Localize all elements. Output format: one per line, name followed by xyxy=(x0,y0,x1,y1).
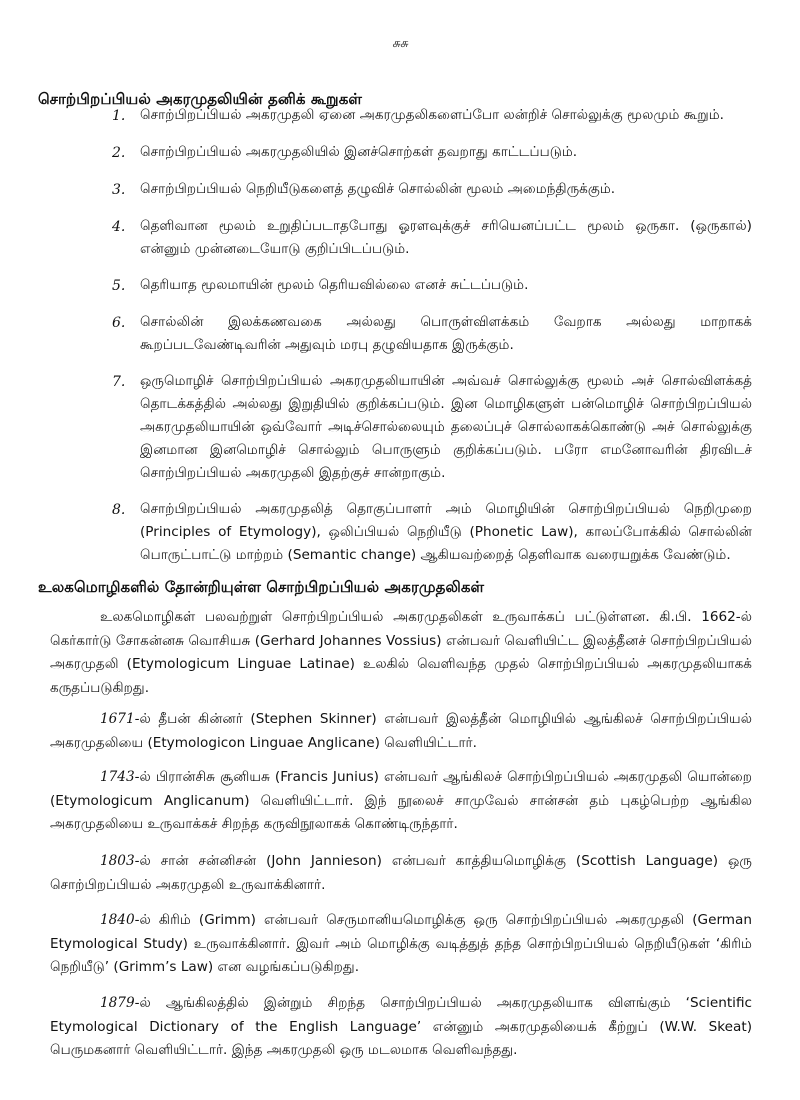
list-item-number: 3. xyxy=(112,182,126,198)
paragraph xyxy=(50,766,752,837)
paragraph-year: 1879 xyxy=(100,995,135,1011)
paragraph-text: -ல் பிரான்சிசு சூனியசு (Francis Junius) என்பவர் ஆங்கிலச் சொற்பிறப்பியல் அகரமுதலி யொன்றை (Etymologicum Anglicanum) வெளியிட்டார். இந் நூலைச் சாமுவேல் சான்சன் தம் புகழ்பெற்ற ஆங்கில அகரமுதலியை உருவாக்கச் சிறந்த கருவிநூலாகக் கொண்டிருந்தார். xyxy=(50,769,752,832)
list-item xyxy=(112,274,752,298)
paragraph-text: -ல் கிரிம் (Grimm) என்பவர் செருமானியமொழிக்கு ஒரு சொற்பிறப்பியல் அகரமுதலி (German Etymological Study) உருவாக்கினார். இவர் அம் மொழிக்கு வடித்துத் தந்த சொற்பிறப்பியல் நெறியீடுகள் ‘கிரிம் நெறியீடு’ (Grimm’s Law) என வழங்கப்படுகிறது. xyxy=(50,912,752,975)
paragraph-text: -ல் தீபன் கின்னர் (Stephen Skinner) என்பவர் இலத்தீன் மொழியில் ஆங்கிலச் சொற்பிறப்பியல் அகரமுதலியை (Etymologicon Linguae Anglicane) வெளியிட்டார். xyxy=(50,711,752,751)
paragraph-text: -ல் ஆங்கிலத்தில் இன்றும் சிறந்த சொற்பிறப்பியல் அகரமுதலியாக விளங்கும் ‘Scientific Etymological Dictionary of the English Language’ என்னும் அகரமுதலியைக் கீற்றுப் (W.W. Skeat) பெருமகனார் வெளியிட்டார். இந்த அகரமுதலி ஒரு மடலமாக வெளிவந்தது. xyxy=(50,995,752,1058)
list-item xyxy=(112,141,752,165)
paragraph-year: 1840 xyxy=(100,912,135,928)
list-item-number: 7. xyxy=(112,374,126,390)
list-item-text: தெளிவான மூலம் உறுதிப்படாதபோது ஓரளவுக்குச் சரியெனப்பட்ட மூலம் ஒருகா. (ஒருகால்) என்னும் முன்னடையோடு குறிப்பிடப்படும். xyxy=(140,218,752,257)
section-heading-features: சொற்பிறப்பியல் அகரமுதலியின் தனிக் கூறுகள் xyxy=(38,90,363,108)
list-item-text: சொற்பிறப்பியல் அகரமுதலி ஏனை அகரமுதலிகளைப்போ லன்றிச் சொல்லுக்கு மூலமும் கூறும். xyxy=(140,107,725,123)
paragraph xyxy=(50,909,752,980)
paragraph-text: -ல் சான் சன்னிசன் (John Jannieson) என்பவர் காத்தியமொழிக்கு (Scottish Language) ஒரு சொற்பிறப்பியல் அகரமுதலி உருவாக்கினார். xyxy=(50,853,752,893)
list-item xyxy=(112,104,752,128)
list-item-text: ஒருமொழிச் சொற்பிறப்பியல் அகரமுதலியாயின் அவ்வச் சொல்லுக்கு மூலம் அச் சொல்விளக்கத் தொடக்கத்தில் அல்லது இறுதியில் குறிக்கப்படும். இன மொழிகளுள் பன்மொழிச் சொற்பிறப்பியல் அகரமுதலியாயின் ஒவ்வோர் அடிச்சொல்லையும் தலைப்புச் சொல்லாகக்கொண்டு அச் சொல்லுக்கு இனமான இனமொழிச் சொல்லும் பொருளும் குறிக்கப்படும். பரோ எமனோவரின் திரவிடச் சொற்பிறப்பியல் அகரமுதலி இதற்குச் சான்றாகும். xyxy=(140,373,752,481)
list-item-number: 4. xyxy=(112,219,126,235)
list-item-number: 8. xyxy=(112,502,126,518)
list-item-number: 2. xyxy=(112,145,126,161)
list-item-text: சொற்பிறப்பியல் அகரமுதலித் தொகுப்பாளர் அம் மொழியின் சொற்பிறப்பியல் நெறிமுறை (Principles of Etymology), ஒலிப்பியல் நெறியீடு (Phonetic Law), காலப்போக்கில் சொல்லின் பொருட்பாட்டு மாற்றம் (Semantic change) ஆகியவற்றைத் தெளிவாக வரையறுக்க வேண்டும். xyxy=(140,501,752,563)
paragraph-text: உலகமொழிகள் பலவற்றுள் சொற்பிறப்பியல் அகரமுதலிகள் உருவாக்கப் பட்டுள்ளன. கி.பி. 1662-ல் கெர்கார்டு சோகன்னசு வொசியசு (Gerhard Johannes Vossius) என்பவர் வெளியிட்ட இலத்தீனச் சொற்பிறப்பியல் அகரமுதலி (Etymologicum Linguae Latinae) உலகில் வெளிவந்த முதல் சொற்பிறப்பியல் அகரமுதலியாகக் கருதப்படுகிறது. xyxy=(50,609,752,696)
list-item xyxy=(112,498,752,567)
list-item xyxy=(112,178,752,202)
paragraph xyxy=(50,992,752,1063)
paragraph-year: 1671 xyxy=(100,711,135,727)
list-item xyxy=(112,370,752,485)
paragraph xyxy=(50,606,752,700)
paragraph-year: 1743 xyxy=(100,769,135,785)
list-item-text: தெரியாத மூலமாயின் மூலம் தெரியவில்லை எனச் சுட்டப்படும். xyxy=(140,277,529,293)
paragraph xyxy=(50,708,752,755)
list-item xyxy=(112,215,752,261)
page-number: சுசு xyxy=(392,36,408,50)
paragraph xyxy=(50,850,752,897)
paragraph-year: 1803 xyxy=(100,853,135,869)
list-item-number: 5. xyxy=(112,278,126,294)
list-item-text: சொற்பிறப்பியல் அகரமுதலியில் இனச்சொற்கள் தவறாது காட்டப்படும். xyxy=(140,144,578,160)
feature-list xyxy=(112,104,752,580)
list-item xyxy=(112,311,752,357)
list-item-number: 6. xyxy=(112,315,126,331)
list-item-text: சொல்லின் இலக்கணவகை அல்லது பொருள்விளக்கம் வேறாக அல்லது மாறாகக் கூறப்படவேண்டிவரின் அதுவும் மரபு தழுவியதாக இருக்கும். xyxy=(140,314,752,353)
section-heading-dictionaries: உலகமொழிகளில் தோன்றியுள்ள சொற்பிறப்பியல் அகரமுதலிகள் xyxy=(38,578,485,596)
list-item-text: சொற்பிறப்பியல் நெறியீடுகளைத் தழுவிச் சொல்லின் மூலம் அமைந்திருக்கும். xyxy=(140,181,616,197)
list-item-number: 1. xyxy=(112,108,126,124)
